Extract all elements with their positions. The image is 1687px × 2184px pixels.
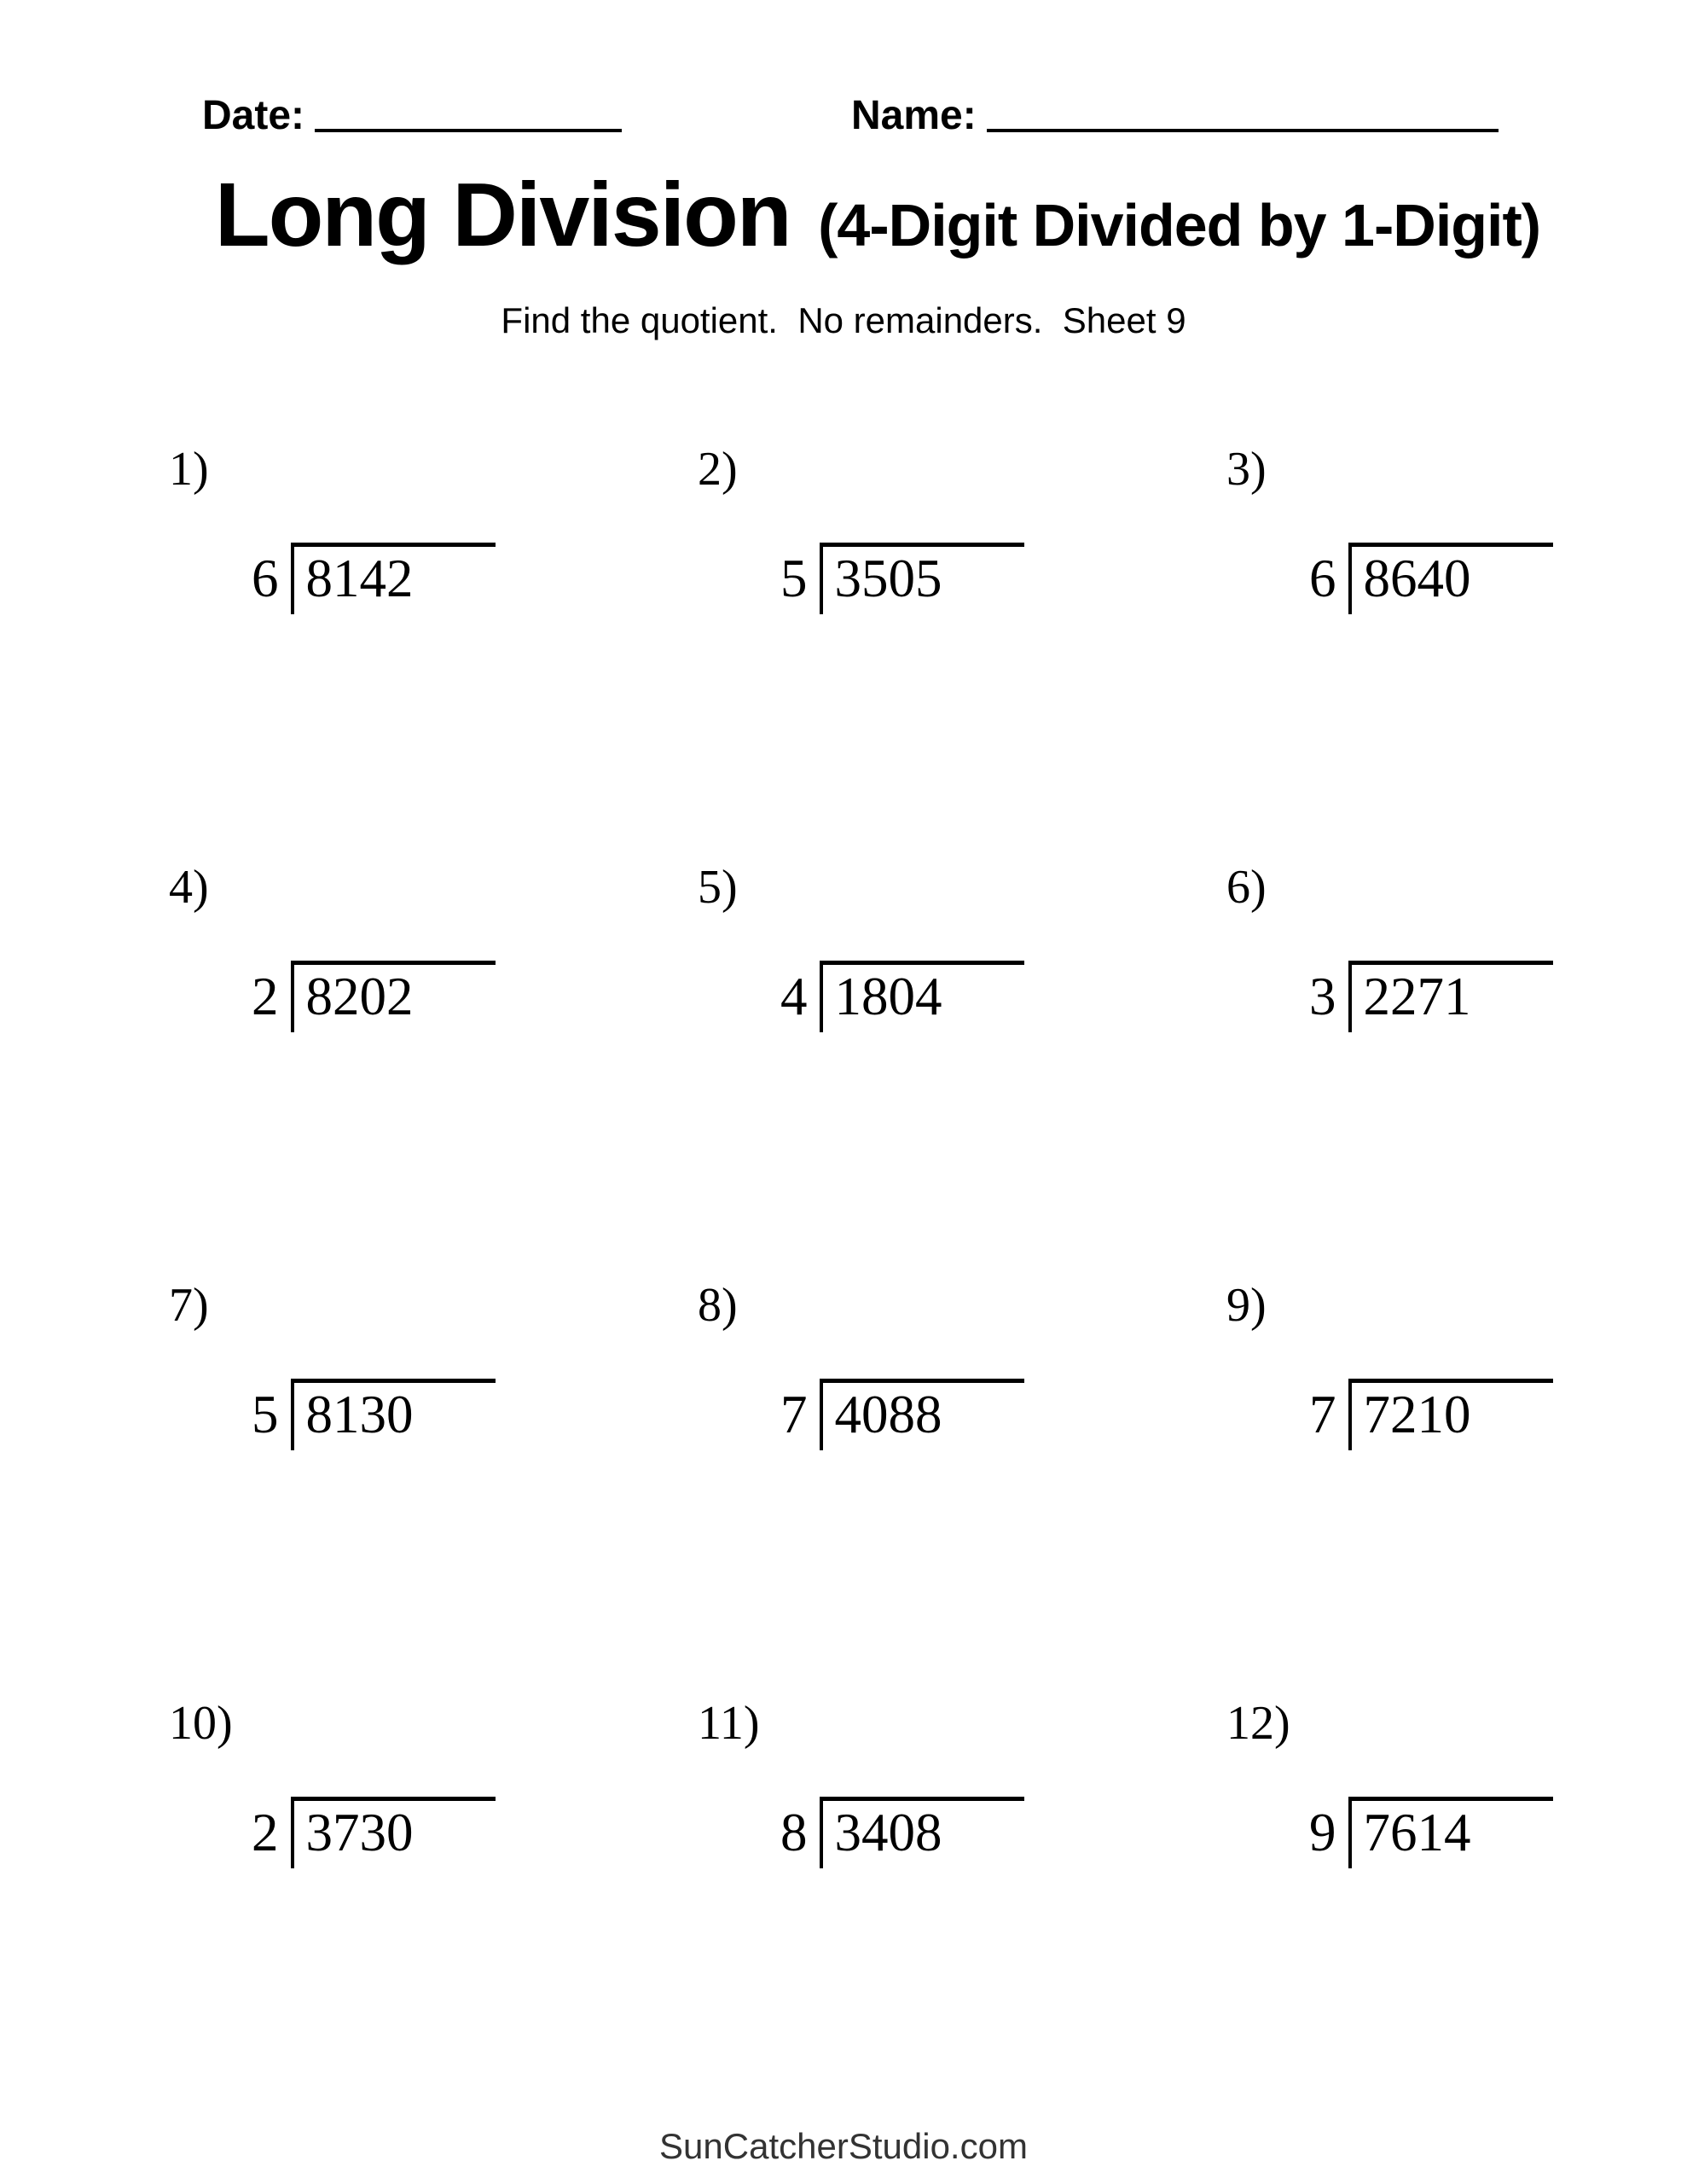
page-title-suffix: (4-Digit Divided by 1-Digit) bbox=[818, 192, 1541, 258]
name-field bbox=[851, 92, 1499, 139]
instructions: Find the quotient. No remainders. Sheet 9 bbox=[501, 300, 1186, 340]
dividend-with-bracket: 8640 bbox=[1348, 543, 1553, 614]
divisor: 4 bbox=[780, 966, 808, 1026]
problem-number: 1) bbox=[169, 443, 209, 496]
divisor: 6 bbox=[252, 548, 279, 608]
divisor: 7 bbox=[1309, 1384, 1336, 1444]
title-row bbox=[34, 164, 1687, 267]
divisor: 5 bbox=[780, 548, 808, 608]
divisor: 3 bbox=[1309, 966, 1336, 1026]
problem bbox=[665, 1280, 1194, 1698]
problem-number: 11) bbox=[698, 1697, 760, 1750]
dividend-with-bracket: 1804 bbox=[820, 961, 1024, 1032]
dividend-with-bracket: 3730 bbox=[291, 1797, 496, 1868]
problem bbox=[136, 444, 665, 862]
problem bbox=[1194, 862, 1687, 1280]
problem bbox=[1194, 1698, 1687, 2116]
division-expression bbox=[1309, 961, 1687, 1032]
footer-credit: SunCatcherStudio.com bbox=[659, 2126, 1028, 2166]
divisor: 2 bbox=[252, 1802, 279, 1862]
division-expression bbox=[780, 961, 1194, 1032]
problem-number: 2) bbox=[698, 443, 738, 496]
dividend-with-bracket: 8142 bbox=[291, 543, 496, 614]
problem-number: 12) bbox=[1226, 1697, 1290, 1750]
division-expression bbox=[252, 543, 665, 614]
dividend-with-bracket: 3408 bbox=[820, 1797, 1024, 1868]
header-fields bbox=[0, 92, 1687, 152]
problem-number: 10) bbox=[169, 1697, 233, 1750]
dividend-with-bracket: 2271 bbox=[1348, 961, 1553, 1032]
divisor: 6 bbox=[1309, 548, 1336, 608]
divisor: 7 bbox=[780, 1384, 808, 1444]
date-blank-line bbox=[315, 129, 622, 132]
divisor: 2 bbox=[252, 966, 279, 1026]
problem-number: 5) bbox=[698, 861, 738, 914]
division-expression bbox=[780, 543, 1194, 614]
division-expression bbox=[780, 1797, 1194, 1868]
problem-number: 7) bbox=[169, 1279, 209, 1332]
divisor: 9 bbox=[1309, 1802, 1336, 1862]
dividend-with-bracket: 4088 bbox=[820, 1379, 1024, 1450]
problem-number: 4) bbox=[169, 861, 209, 914]
division-expression bbox=[1309, 1379, 1687, 1450]
dividend-with-bracket: 8130 bbox=[291, 1379, 496, 1450]
problem bbox=[665, 1698, 1194, 2116]
dividend-with-bracket: 7210 bbox=[1348, 1379, 1553, 1450]
division-expression bbox=[1309, 543, 1687, 614]
problem-number: 3) bbox=[1226, 443, 1267, 496]
division-expression bbox=[252, 1379, 665, 1450]
problem bbox=[136, 862, 665, 1280]
problem bbox=[136, 1698, 665, 2116]
dividend-with-bracket: 3505 bbox=[820, 543, 1024, 614]
date-label: Date: bbox=[202, 93, 305, 138]
problem bbox=[665, 444, 1194, 862]
problem bbox=[136, 1280, 665, 1698]
problem bbox=[1194, 1280, 1687, 1698]
problem bbox=[1194, 444, 1687, 862]
dividend-with-bracket: 8202 bbox=[291, 961, 496, 1032]
problem-number: 8) bbox=[698, 1279, 738, 1332]
division-expression bbox=[1309, 1797, 1687, 1868]
problem bbox=[665, 862, 1194, 1280]
date-field bbox=[202, 92, 622, 139]
divisor: 5 bbox=[252, 1384, 279, 1444]
divisor: 8 bbox=[780, 1802, 808, 1862]
division-expression bbox=[252, 1797, 665, 1868]
dividend-with-bracket: 7614 bbox=[1348, 1797, 1553, 1868]
problem-number: 6) bbox=[1226, 861, 1267, 914]
name-label: Name: bbox=[851, 93, 977, 138]
problems-grid bbox=[136, 444, 1687, 2116]
name-blank-line bbox=[987, 129, 1499, 132]
page-title: Long Division bbox=[214, 165, 791, 265]
division-expression bbox=[780, 1379, 1194, 1450]
problem-number: 9) bbox=[1226, 1279, 1267, 1332]
division-expression bbox=[252, 961, 665, 1032]
